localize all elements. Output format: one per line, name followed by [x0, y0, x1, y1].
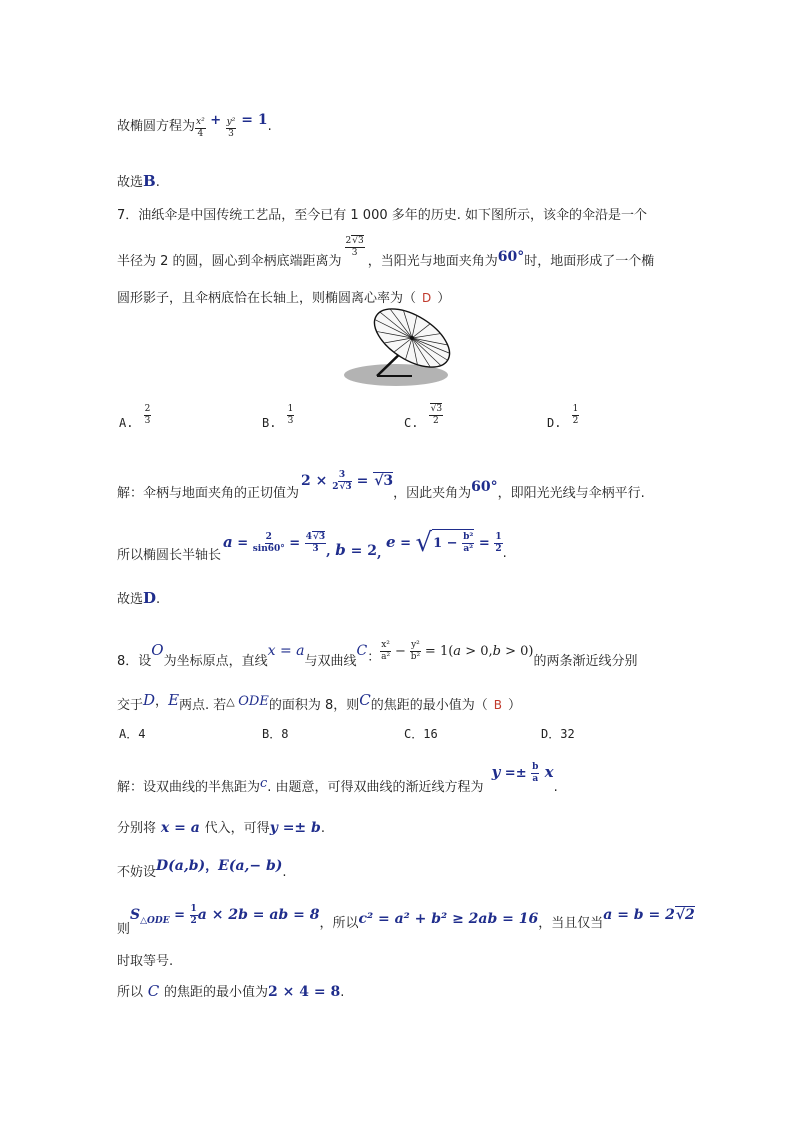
fraction-1-over-3: $\frac{1}{3}$: [287, 404, 294, 426]
q7-option-c: C. $\frac{√3}{2}$: [404, 404, 443, 430]
line-ellipse-equation: 故椭圆方程为 $\frac{\text{x²}}{4}$ + $\frac{\text{y²}}{3}$ = 1.: [117, 112, 272, 139]
q8-option-a: A．4: [119, 727, 146, 741]
q7-answer: D: [422, 291, 432, 305]
q8-option-b: B．8: [262, 727, 289, 741]
fraction-1-over-2-result: $\frac{1}{2}$: [495, 532, 502, 554]
q7-line-2: 半径为 2 的圆，圆心到伞柄底端距离为 $\frac{2√3}{3}$ ，当阳光与地面夹角为60°时，地面形成了一个椭: [117, 236, 655, 269]
fraction-b2-over-a2: $\frac{\text{b²}}{\text{a²}}$: [463, 532, 474, 554]
q7-option-d: D. $\frac{1}{2}$: [547, 404, 579, 430]
umbrella-shadow-illustration: [340, 302, 460, 388]
q8-line-1: 8．设O为坐标原点，直线x = a与双曲线C： $\frac{\text{x²}}{\text{a²}}$ − $\frac{\text{y²}}{\text{b²}}$ = 1(a > 0,b > 0)的两条渐近线分别: [117, 640, 638, 669]
fraction-x2-over-4: $\frac{\text{x²}}{4}$: [196, 117, 205, 139]
sol7-line-1: 解：伞柄与地面夹角的正切值为2 × $\frac{3}{2√3}$ = √3，因此夹角为60°，即阳光光线与伞柄平行.: [117, 470, 645, 501]
q7-option-b: B. $\frac{1}{3}$: [262, 404, 294, 430]
sol7-line-2: 所以椭圆长半轴长a = $\frac{2}{\sin 60^\circ}$ = $\frac{4√3}{3}$ , b = 2, e = √1 − $\frac{\text{b²}}{\text{a²}}$ = $\frac{1}{2}$ .: [117, 528, 507, 563]
fraction-y2-over-3: $\frac{\text{y²}}{3}$: [226, 117, 236, 139]
q7-option-a: A. $\frac{2}{3}$: [119, 404, 151, 430]
sol8-line-3: 不妨设D(a,b)，E(a,− b).: [117, 858, 287, 880]
q8-option-d: D．32: [541, 727, 575, 741]
line-choose-b: 故选B.: [117, 172, 160, 190]
sol8-line-4: 则$S_{\triangle ODE}$ = $\frac{1}{2}$ a × 2b = ab = 8，所以c² = a² + b² ≥ 2ab = 16，当且仅当a = b = 2√2: [117, 904, 695, 937]
fraction-y2-over-b2: $\frac{\text{y²}}{\text{b²}}$: [410, 640, 421, 662]
fraction-sqrt3-over-2: $\frac{√3}{2}$: [430, 404, 443, 426]
q8-line-2: 交于D，E两点. 若△ ODE的面积为 8，则C的焦距的最小值为（ B ）: [117, 691, 521, 713]
text: 故椭圆方程为: [117, 119, 196, 134]
q8-answer: B: [493, 698, 502, 712]
sol7-line-3: 故选D.: [117, 589, 161, 607]
sol8-line-5: 时取等号.: [117, 954, 174, 969]
fraction-1-over-2-area: $\frac{1}{2}$: [190, 904, 197, 926]
fraction-b-over-a: $\frac{b}{a}$: [532, 762, 539, 784]
sol8-line-6: 所以 C 的焦距的最小值为2 × 4 = 8.: [117, 982, 345, 1000]
sol8-line-1: 解：设双曲线的半焦距为c. 由题意，可得双曲线的渐近线方程为y =± $\frac{b}{a}$ x.: [117, 762, 558, 795]
fraction-x2-over-a2: $\frac{\text{x²}}{\text{a²}}$: [381, 640, 391, 662]
fraction-2sqrt3-over-3: $\frac{2√3}{3}$: [345, 236, 364, 258]
q7-line-3: 圆形影子，且伞柄底恰在长轴上，则椭圆离心率为（ D ）: [117, 291, 451, 306]
q8-option-c: C．16: [404, 727, 438, 741]
fraction-1-over-2: $\frac{1}{2}$: [572, 404, 579, 426]
fraction-2-over-3: $\frac{2}{3}$: [144, 404, 151, 426]
q7-line-1: 7．油纸伞是中国传统工艺品，至今已有 1 000 多年的历史. 如下图所示，该伞的伞沿是一个: [117, 208, 648, 223]
fraction-3-over-2sqrt3: $\frac{3}{2√3}$: [332, 470, 352, 492]
sol8-line-2: 分别将 x = a 代入，可得y =± b.: [117, 820, 325, 836]
fraction-2-over-sin60: $\frac{2}{\sin 60^\circ}$: [252, 532, 285, 554]
fraction-4sqrt3-over-3: $\frac{4√3}{3}$: [305, 532, 326, 554]
